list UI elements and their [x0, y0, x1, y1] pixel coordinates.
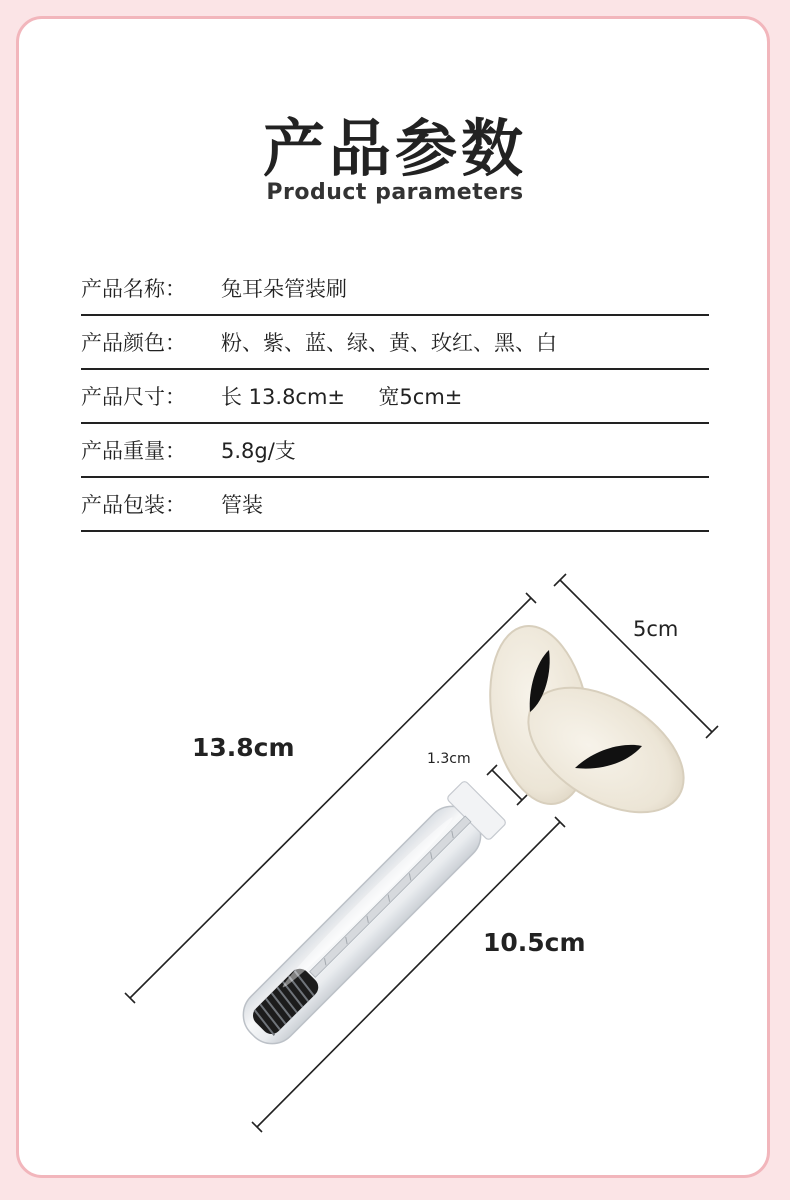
page-subtitle: Product parameters: [266, 180, 524, 205]
dimension-label-total: 13.8cm: [192, 733, 295, 762]
bunny-ears: [477, 618, 705, 838]
param-label: 产品名称：: [81, 277, 186, 301]
page-title: 产品参数: [262, 112, 527, 185]
param-label: 产品颜色：: [81, 331, 186, 355]
param-label: 产品重量：: [81, 439, 186, 463]
param-value: 长 13.8cm± 宽5cm±: [221, 385, 463, 409]
param-value: 兔耳朵管装刷: [221, 277, 347, 301]
param-value: 5.8g/支: [221, 439, 296, 463]
param-value: 管装: [221, 493, 263, 517]
param-value: 粉、紫、蓝、绿、黄、玫红、黑、白: [221, 331, 557, 355]
dimension-label-diameter: 1.3cm: [427, 751, 471, 767]
param-label: 产品尺寸：: [81, 385, 186, 409]
param-label: 产品包装：: [81, 493, 186, 517]
dimension-label-width: 5cm: [633, 617, 679, 641]
dimension-label-tube: 10.5cm: [483, 928, 586, 957]
